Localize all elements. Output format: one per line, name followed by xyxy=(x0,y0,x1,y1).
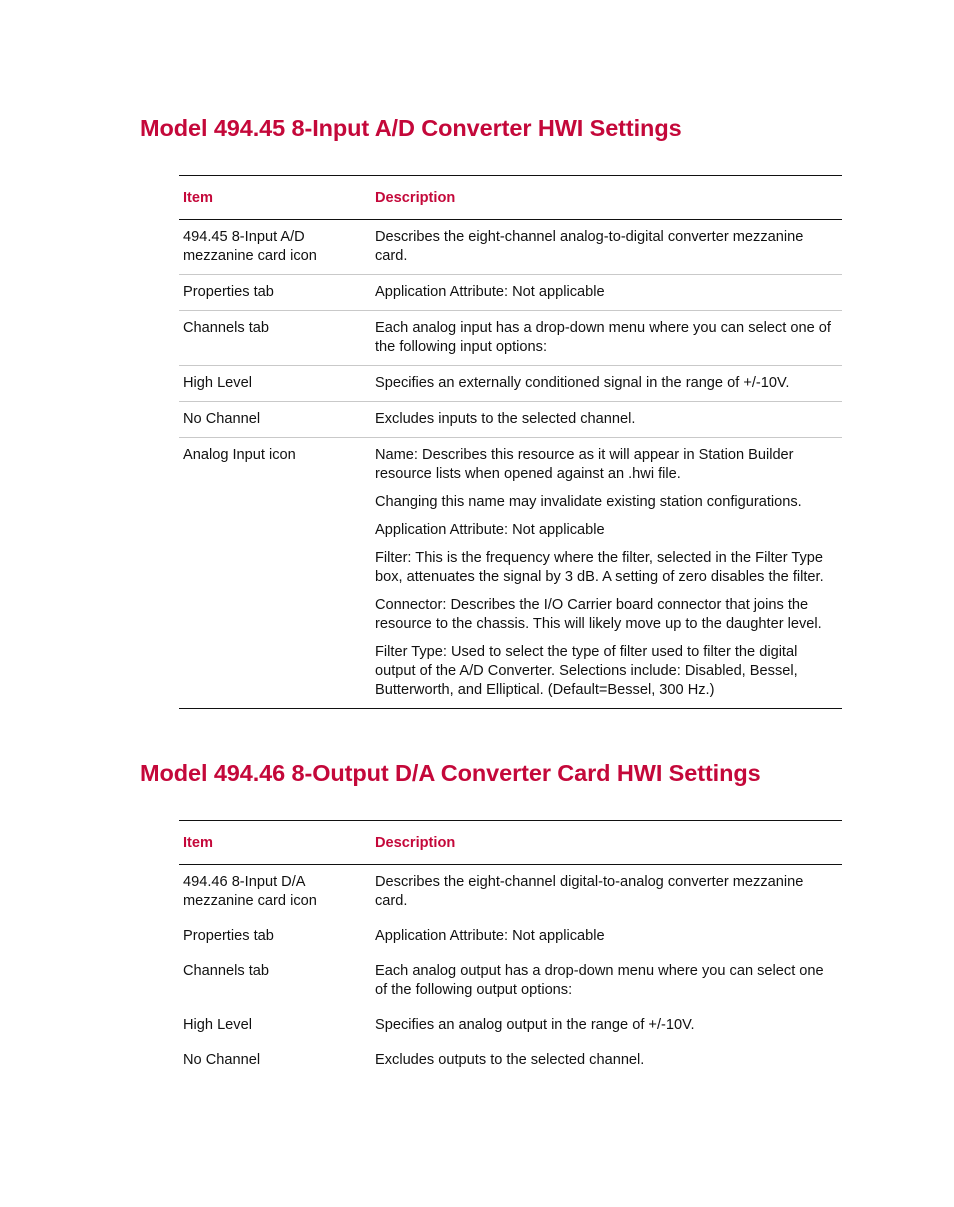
table-header-row xyxy=(179,821,842,865)
section-title-ad-converter: Model 494.45 8-Input A/D Converter HWI Settings xyxy=(140,115,682,141)
description-cell xyxy=(371,1008,842,1043)
item-cell: High Level xyxy=(183,375,252,391)
description-text: Each analog output has a drop-down menu where you can select one of the following output options: xyxy=(375,963,824,998)
item-cell: 494.46 8-Input D/A mezzanine card icon xyxy=(183,874,317,909)
description-cell xyxy=(371,1043,842,1078)
column-header-item: Item xyxy=(183,835,214,851)
description-text: Describes the eight-channel analog-to-digital converter mezzanine card. xyxy=(375,229,804,264)
description-cell xyxy=(371,275,842,311)
table-row xyxy=(179,402,842,438)
description-cell xyxy=(371,954,842,1008)
description-text: Application Attribute: Not applicable xyxy=(375,522,605,538)
column-header-item: Item xyxy=(183,190,214,206)
description-text: Filter Type: Used to select the type of filter used to filter the digital output of the A/D Converter. Selections include: Disabled, Bessel, Butterworth, and Elliptical. (Default=Bessel, 300 Hz.) xyxy=(375,644,798,698)
table-row xyxy=(179,1008,842,1043)
table-row xyxy=(179,1043,842,1078)
description-cell xyxy=(371,438,842,709)
column-header-description: Description xyxy=(375,190,456,206)
item-cell: No Channel xyxy=(183,411,261,427)
description-cell xyxy=(371,311,842,366)
description-text: Application Attribute: Not applicable xyxy=(375,284,605,300)
description-cell xyxy=(371,366,842,402)
ad-converter-settings-table xyxy=(179,175,842,709)
description-text: Describes the eight-channel digital-to-analog converter mezzanine card. xyxy=(375,874,804,909)
description-text: Each analog input has a drop-down menu where you can select one of the following input options: xyxy=(375,320,831,355)
description-text: Name: Describes this resource as it will appear in Station Builder resource lists when opened against an .hwi file. xyxy=(375,447,794,482)
item-cell: Properties tab xyxy=(183,928,274,944)
description-cell xyxy=(371,919,842,954)
table-header-row xyxy=(179,176,842,220)
item-cell: 494.45 8-Input A/D mezzanine card icon xyxy=(183,229,317,264)
description-text: Application Attribute: Not applicable xyxy=(375,928,605,944)
table-row xyxy=(179,366,842,402)
description-text: Specifies an analog output in the range of +/-10V. xyxy=(375,1017,695,1033)
description-text: Filter: This is the frequency where the filter, selected in the Filter Type box, attenuates the signal by 3 dB. A setting of zero disables the filter. xyxy=(375,550,824,585)
table-row xyxy=(179,438,842,709)
column-header-description: Description xyxy=(375,835,456,851)
item-cell: High Level xyxy=(183,1017,252,1033)
section-title-da-converter: Model 494.46 8-Output D/A Converter Card HWI Settings xyxy=(140,760,761,786)
table-row xyxy=(179,311,842,366)
table-row xyxy=(179,220,842,275)
item-cell: Channels tab xyxy=(183,320,270,336)
description-text: Excludes inputs to the selected channel. xyxy=(375,411,636,427)
table-row xyxy=(179,275,842,311)
description-text: Connector: Describes the I/O Carrier board connector that joins the resource to the chassis. This will likely move up to the daughter level. xyxy=(375,597,822,632)
da-converter-settings-table xyxy=(179,820,842,1078)
description-cell xyxy=(371,402,842,438)
table-row xyxy=(179,919,842,954)
description-text: Excludes outputs to the selected channel. xyxy=(375,1052,645,1068)
description-cell xyxy=(371,220,842,275)
table-row xyxy=(179,865,842,920)
description-text: Specifies an externally conditioned signal in the range of +/-10V. xyxy=(375,375,790,391)
item-cell: Properties tab xyxy=(183,284,274,300)
item-cell: No Channel xyxy=(183,1052,261,1068)
description-cell xyxy=(371,865,842,920)
item-cell: Channels tab xyxy=(183,963,270,979)
description-text: Changing this name may invalidate existing station configurations. xyxy=(375,494,802,510)
table-row xyxy=(179,954,842,1008)
item-cell: Analog Input icon xyxy=(183,447,296,463)
